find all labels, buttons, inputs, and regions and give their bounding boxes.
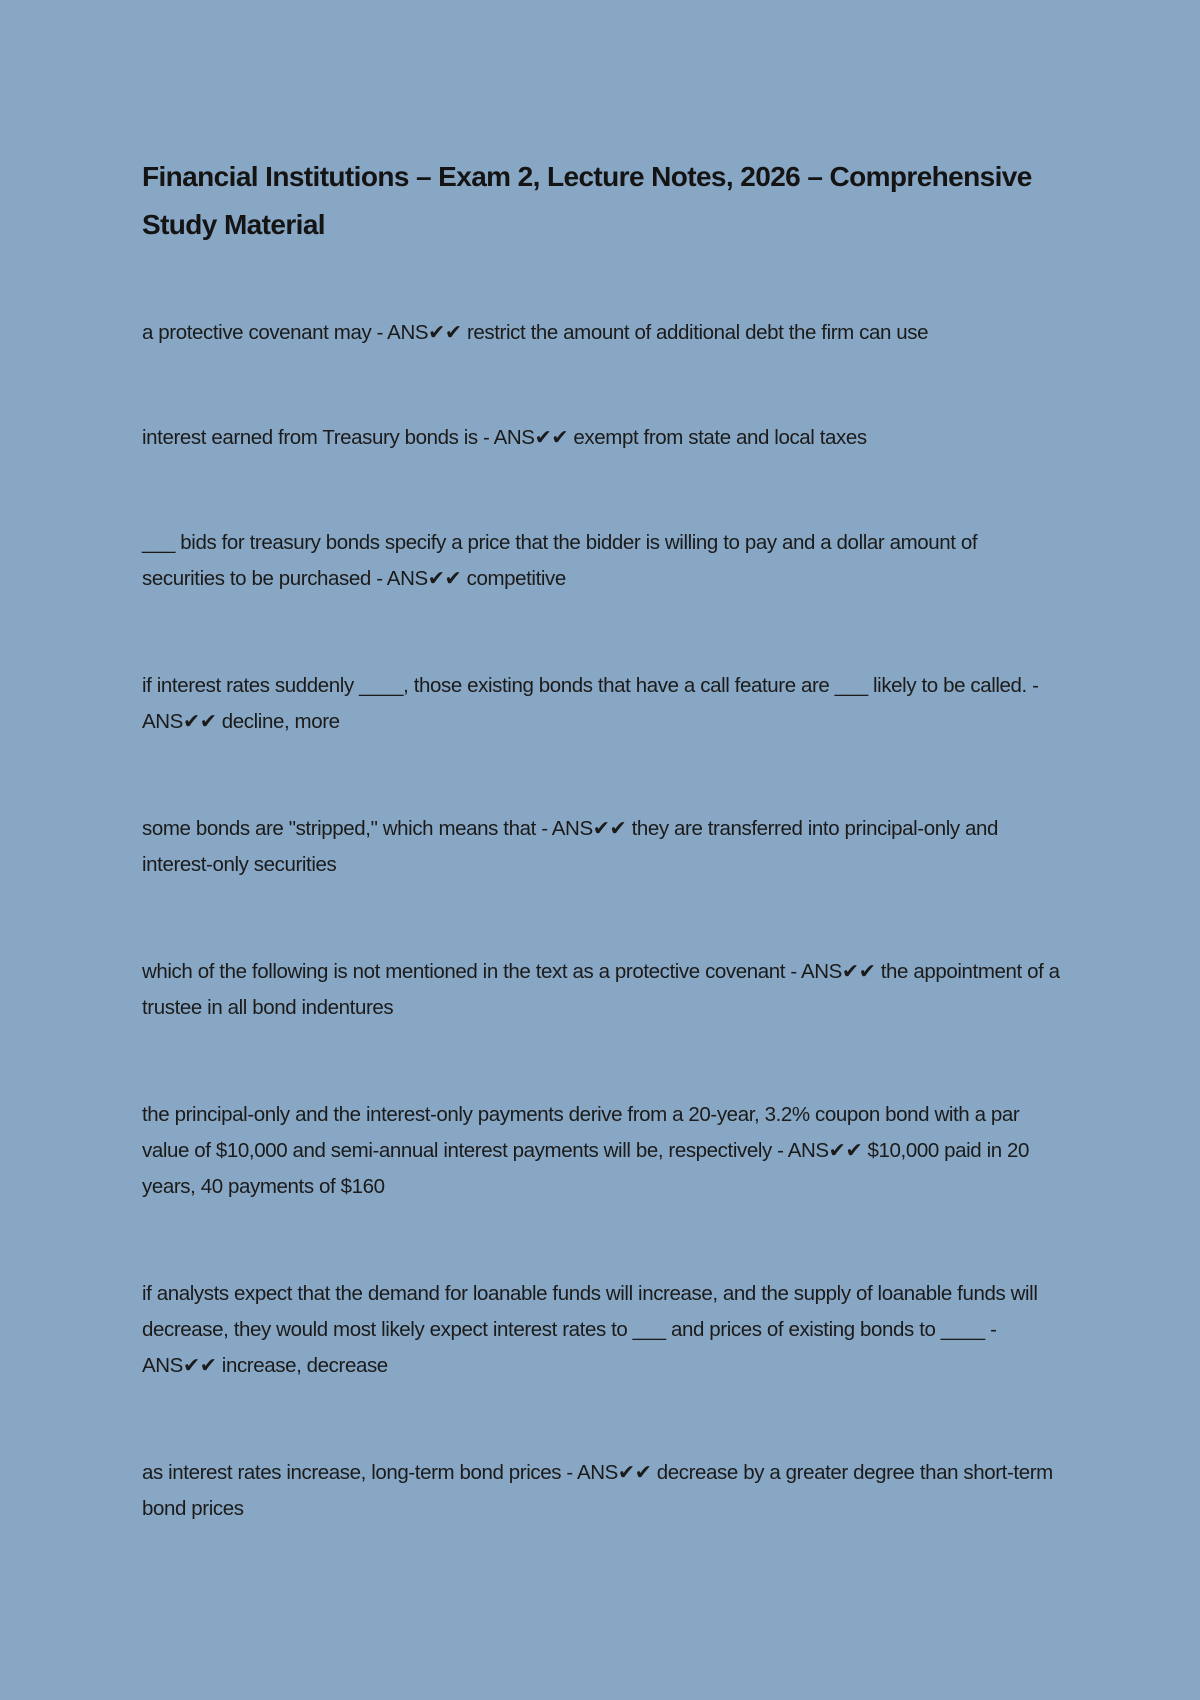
qa-item: ___ bids for treasury bonds specify a price that the bidder is willing to pay and a dollar amount of securities to be purchased - ANS✔✔ competitive xyxy=(142,531,978,590)
qa-item: the principal-only and the interest-only payments derive from a 20-year, 3.2% coupon bond with a par value of $10,000 and semi-annual interest payments will be, respectively - ANS✔✔ $10,000 paid in 20 years, 40 payments of $160 xyxy=(142,1103,1030,1198)
qa-item: a protective covenant may - ANS✔✔ restrict the amount of additional debt the firm can use xyxy=(142,321,929,344)
qa-item: if interest rates suddenly ____, those existing bonds that have a call feature are ___ likely to be called. - ANS✔✔ decline, more xyxy=(142,674,1039,733)
qa-item: if analysts expect that the demand for loanable funds will increase, and the supply of loanable funds will decrease, they would most likely expect interest rates to ___ and prices of existing bonds to ____ - ANS✔✔ increase, decrease xyxy=(142,1282,1038,1377)
qa-item: as interest rates increase, long-term bond prices - ANS✔✔ decrease by a greater degree than short-term bond prices xyxy=(142,1461,1053,1520)
qa-item: interest earned from Treasury bonds is - ANS✔✔ exempt from state and local taxes xyxy=(142,426,867,449)
document-title: Financial Institutions – Exam 2, Lecture Notes, 2026 – Comprehensive Study Material xyxy=(142,161,1032,240)
qa-item: which of the following is not mentioned in the text as a protective covenant - ANS✔✔ the appointment of a trustee in all bond indentures xyxy=(142,960,1060,1019)
qa-item: some bonds are "stripped," which means that - ANS✔✔ they are transferred into principal-only and interest-only securities xyxy=(142,817,999,876)
qa-list xyxy=(142,315,1060,1527)
